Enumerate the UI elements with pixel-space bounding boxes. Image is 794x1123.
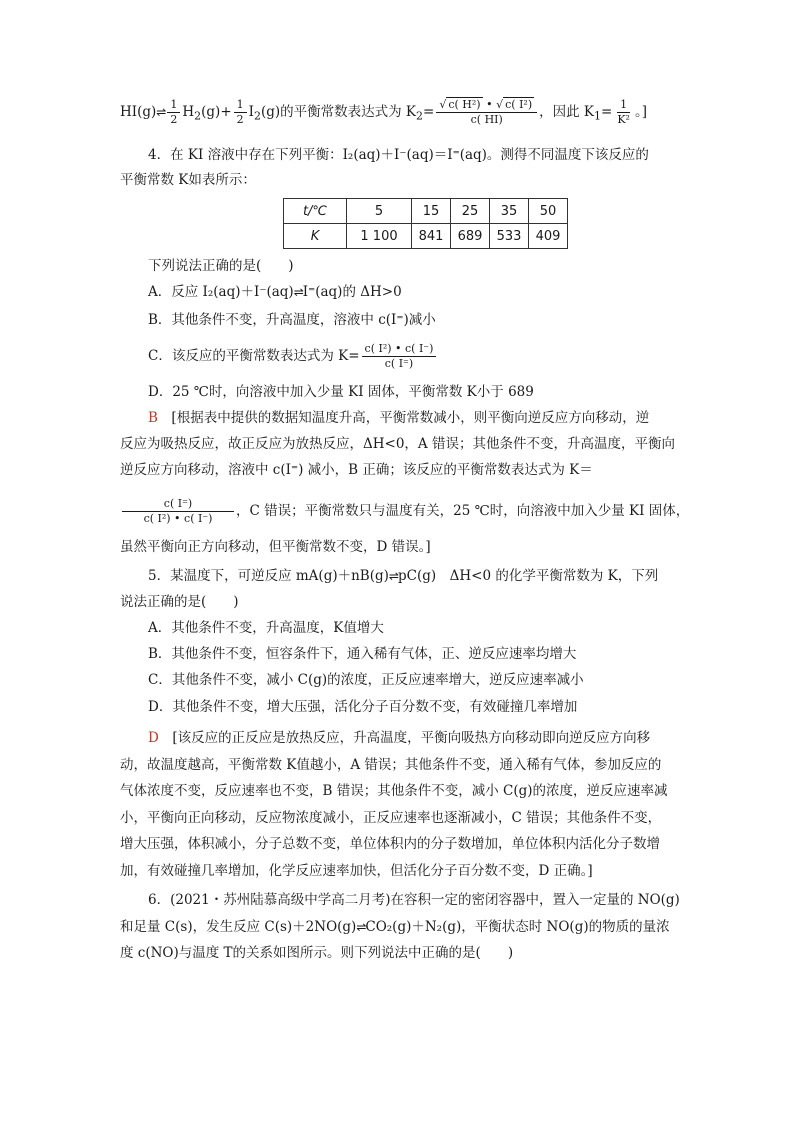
text: CO₂(g)＋N₂(g)，平衡状态时 NO(g)的物质的量浓: [365, 919, 670, 935]
temp-cell: 15: [412, 199, 451, 224]
text: HI(g): [120, 104, 157, 120]
equilibrium-arrow: ⇌: [293, 285, 303, 299]
q4-answer-2: 反应为吸热反应，故正反应为放热反应，ΔH<0，A 错误；其他条件不变，升高温度，平衡向: [120, 436, 675, 452]
q4-option-c: [148, 340, 438, 372]
text: (g)的平衡常数表达式为 K: [260, 104, 417, 120]
text: 。]: [634, 104, 647, 120]
text: =: [423, 104, 435, 120]
q5-answer-2: 动，故温度越高，平衡常数 K值越小，A 错误；其他条件不变，通入稀有气体，参加反应的: [120, 757, 662, 773]
text: H: [182, 104, 195, 120]
q4-stem-1: 4．在 KI 溶液中存在下列平衡：I₂(aq)＋I⁻(aq)＝I⁼(aq)。测得不同温度下该反应的: [148, 147, 649, 163]
text: A．反应 I₂(aq)＋I⁻(aq): [148, 284, 294, 300]
k-label: K: [284, 224, 347, 249]
k-cell: 1 100: [347, 224, 412, 249]
q4-option-d: D．25 ℃时，向溶液中加入少量 KI 固体，平衡常数 K小于 689: [148, 384, 534, 400]
k-table: [283, 198, 568, 249]
den: c( HI): [470, 113, 503, 126]
q4-prompt: 下列说法正确的是( ): [148, 258, 294, 274]
q5-option-c: C．其他条件不变，减小 C(g)的浓度，正反应速率增大，逆反应速率减小: [148, 672, 584, 688]
equilibrium-arrow: ⇌: [156, 105, 166, 119]
text: [该反应的正反应是放热反应，升高温度，平衡向吸热方向移动即向逆反应方向移: [172, 730, 651, 746]
header-label: t/℃: [284, 199, 347, 224]
q6-stem-1: 6．(2021・苏州陆慕高级中学高二月考)在容积一定的密闭容器中，置入一定量的 NO(g): [148, 892, 680, 908]
sub: 2: [194, 109, 202, 123]
table-row: [284, 224, 568, 249]
sub: 2: [416, 109, 424, 123]
q5-answer-3: 气体浓度不变，反应速率也不变，B 错误；其他条件不变，减小 C(g)的浓度，逆反应速率减: [120, 783, 668, 799]
q4-answer-3: 逆反应方向移动，溶液中 c(I⁼) 减小，B 正确；该反应的平衡常数表达式为 K＝: [120, 462, 593, 478]
temp-cell: 5: [347, 199, 412, 224]
temp-cell: 50: [529, 199, 568, 224]
answer-letter: B: [148, 410, 158, 426]
equilibrium-arrow: ⇌: [388, 569, 398, 583]
text: =: [601, 104, 613, 120]
den: c( I²) • c( I⁻): [143, 512, 213, 525]
fraction-k2: [436, 98, 537, 127]
den: K²: [617, 113, 630, 126]
text: +: [220, 104, 232, 120]
text: ，C 错误；平衡常数只与温度有关，25 ℃时，向溶液中加入少量 KI 固体，: [236, 503, 690, 519]
text: [根据表中提供的数据知温度升高，平衡常数减小，则平衡向逆反应方向移动，逆: [171, 410, 650, 426]
q5-option-d: D．其他条件不变，增大压强，活化分子百分数不变，有效碰撞几率增加: [148, 699, 578, 715]
sqrt-b: c( I²): [505, 98, 533, 111]
text: ，因此 K: [539, 104, 595, 120]
num: 1: [167, 98, 180, 113]
q5-option-b: B．其他条件不变，恒容条件下，通入稀有气体，正、逆反应速率均增大: [148, 646, 577, 662]
q4-answer-5: 虽然平衡向正方向移动，但平衡常数不变，D 错误。]: [120, 539, 431, 555]
den: 2: [236, 113, 244, 126]
k-cell: 841: [412, 224, 451, 249]
sub: 1: [594, 109, 602, 123]
num: √ c( H²) • √ c( I²): [436, 98, 537, 113]
text: I: [248, 104, 254, 120]
den: 2: [170, 113, 178, 126]
k-cell: 689: [451, 224, 490, 249]
fraction-half-2: [234, 98, 247, 127]
temp-cell: 35: [490, 199, 529, 224]
k-cell: 409: [529, 224, 568, 249]
text: C．该反应的平衡常数表达式为 K=: [148, 348, 360, 364]
q5-stem-2: 说法正确的是( ): [120, 594, 239, 610]
q5-answer-6: 加，有效碰撞几率增加，化学反应速率加快，但活化分子百分数不变，D 正确。]: [120, 863, 593, 879]
temp-cell: 25: [451, 199, 490, 224]
text: 和足量 C(s)，发生反应 C(s)＋2NO(g): [120, 919, 357, 935]
sub: 2: [253, 109, 261, 123]
q4-stem-2: 平衡常数 K如表所示：: [120, 172, 256, 188]
equilibrium-arrow: ⇌: [356, 920, 366, 934]
table-row: [284, 199, 568, 224]
q5-option-a: A．其他条件不变，升高温度，K值增大: [148, 620, 384, 636]
q4-option-b: B．其他条件不变，升高温度，溶液中 c(I⁼)减小: [148, 312, 436, 328]
den: c( I⁼): [384, 357, 414, 370]
sqrt-a: c( H²): [448, 98, 481, 111]
q4-option-a: [148, 282, 402, 302]
q5-stem-1: [148, 566, 658, 586]
fraction-k1: [614, 98, 633, 127]
q5-answer-5: 增大压强，体积减小，分子总数不变，单位体积内的分子数增加，单位体积内活化分子数增: [120, 836, 660, 852]
num: 1: [617, 98, 630, 113]
q3-equation-line: [120, 98, 647, 131]
q6-stem-3: 度 c(NO)与温度 T的关系如图所示。则下列说法中正确的是( ): [120, 945, 514, 961]
q5-answer-1: [148, 728, 650, 748]
num: 1: [234, 98, 247, 113]
fraction-k: [362, 342, 437, 371]
num: c( I⁼): [122, 497, 234, 512]
answer-letter: D: [148, 730, 159, 746]
q4-answer-1: [148, 408, 649, 428]
q6-stem-2: [120, 917, 670, 937]
text: 5．某温度下，可逆反应 mA(g)＋nB(g): [148, 568, 389, 584]
text: I⁼(aq)的 ΔH>0: [302, 284, 402, 300]
fraction-half: [167, 98, 180, 127]
q5-answer-4: 小，平衡向正向移动，反应物浓度减小，正反应速率也逐渐减小，C 错误；其他条件不变，: [120, 810, 662, 826]
q4-answer-4: [120, 494, 689, 528]
dot: •: [486, 98, 493, 111]
num: c( I²) • c( I⁻): [362, 342, 437, 357]
k-cell: 533: [490, 224, 529, 249]
text: pC(g) ΔH<0 的化学平衡常数为 K，下列: [397, 568, 659, 584]
text: (g): [201, 104, 221, 120]
fraction-k-ans: [122, 497, 234, 526]
